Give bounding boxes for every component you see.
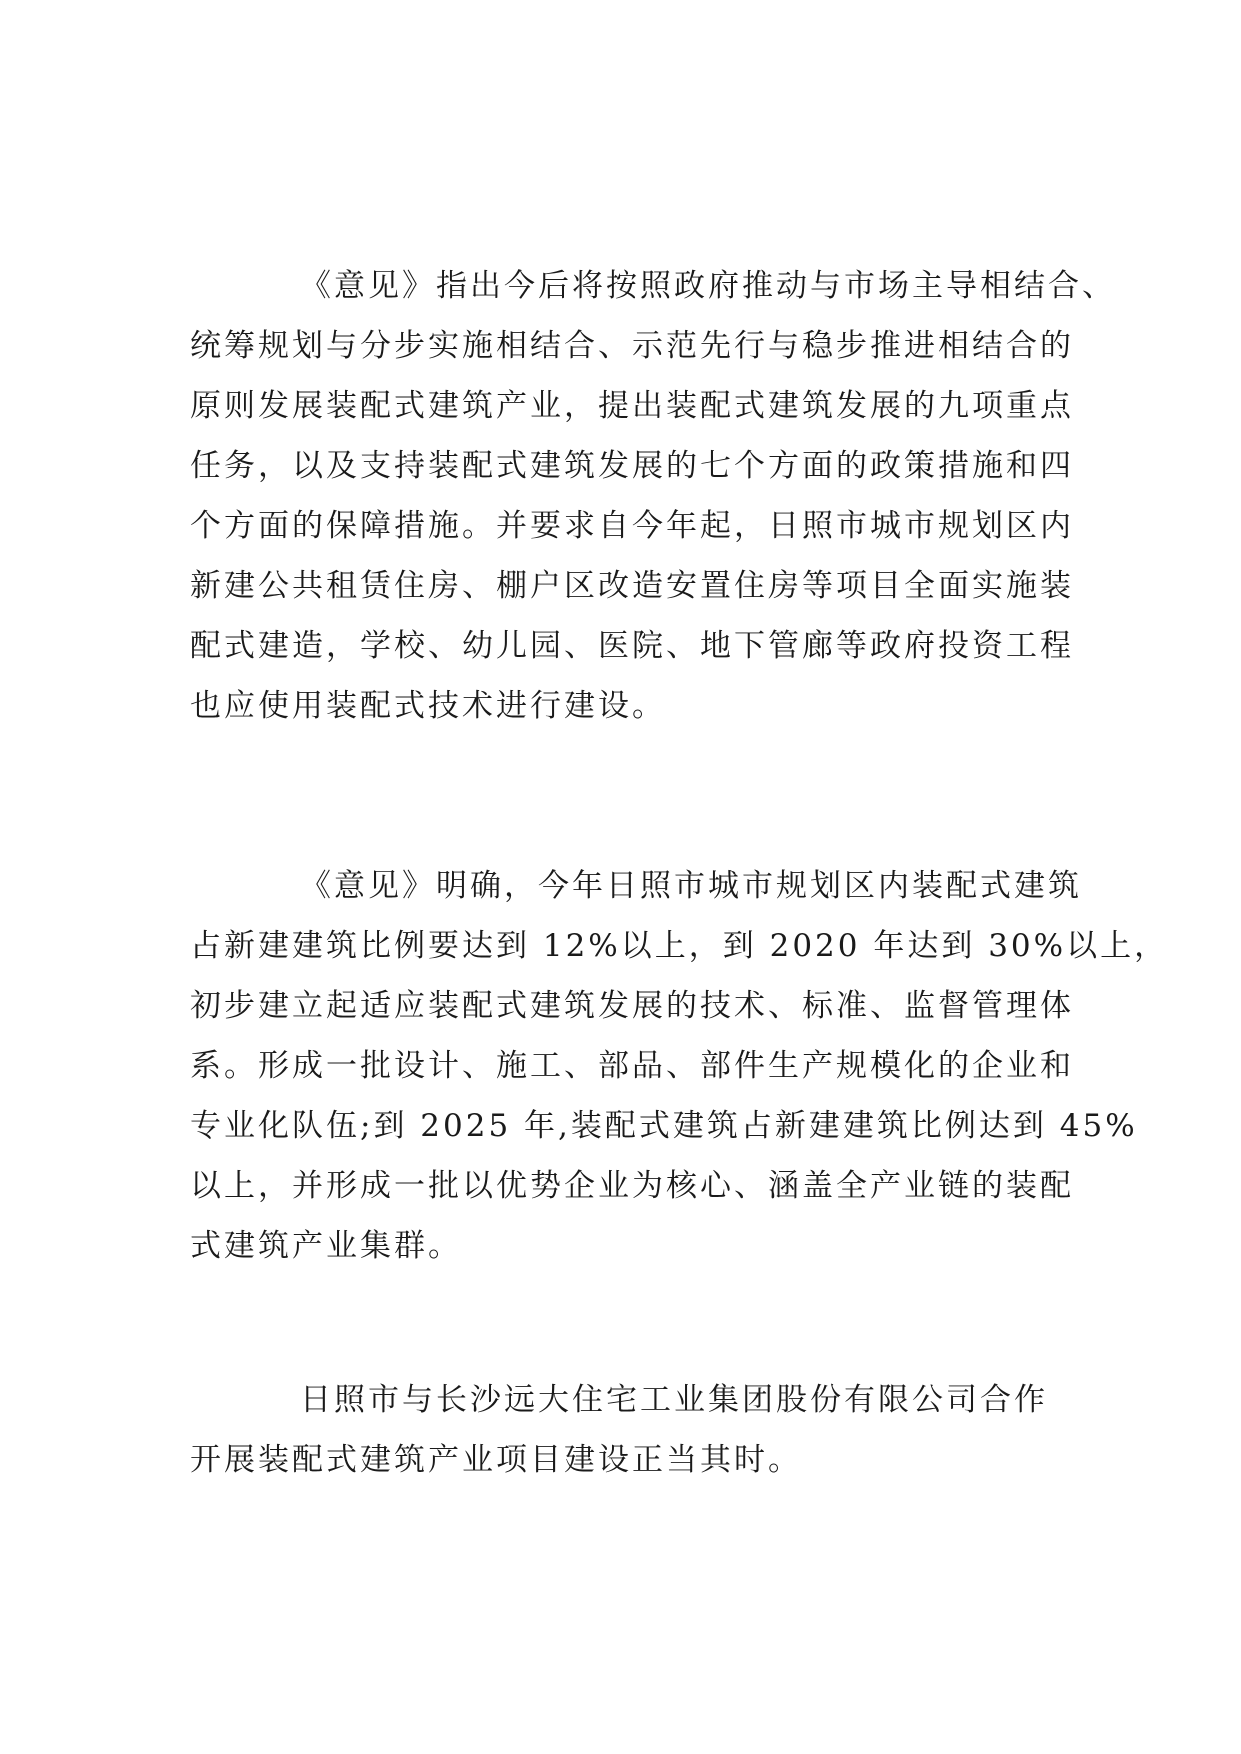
paragraph-line: 式建筑产业集群。	[190, 1228, 462, 1264]
paragraph-line: 也应使用装配式技术进行建设。	[190, 688, 666, 724]
paragraph-line: 配式建造，学校、幼儿园、医院、地下管廊等政府投资工程	[190, 628, 1074, 664]
paragraph-line: 占新建建筑比例要达到 12%以上，到 2020 年达到 30%以上，	[190, 928, 1169, 964]
paragraph-line: 任务，以及支持装配式建筑发展的七个方面的政策措施和四	[190, 448, 1074, 484]
paragraph-line: 系。形成一批设计、施工、部品、部件生产规模化的企业和	[190, 1048, 1074, 1084]
paragraph-line: 日照市与长沙远大住宅工业集团股份有限公司合作	[300, 1382, 1048, 1418]
paragraph-line: 《意见》明确，今年日照市城市规划区内装配式建筑	[300, 868, 1082, 904]
paragraph-targets	[190, 856, 1169, 1276]
paragraph-line: 专业化队伍;到 2025 年,装配式建筑占新建建筑比例达到 45%	[190, 1108, 1138, 1144]
paragraph-line: 以上，并形成一批以优势企业为核心、涵盖全产业链的装配	[190, 1168, 1074, 1204]
paragraph-line: 原则发展装配式建筑产业，提出装配式建筑发展的九项重点	[190, 388, 1074, 424]
paragraph-line: 个方面的保障措施。并要求自今年起，日照市城市规划区内	[190, 508, 1074, 544]
paragraph-cooperation	[190, 1370, 1090, 1490]
paragraph-line: 《意见》指出今后将按照政府推动与市场主导相结合、	[300, 268, 1116, 304]
paragraph-line: 新建公共租赁住房、棚户区改造安置住房等项目全面实施装	[190, 568, 1074, 604]
paragraph-line: 开展装配式建筑产业项目建设正当其时。	[190, 1442, 802, 1478]
paragraph-line: 初步建立起适应装配式建筑发展的技术、标准、监督管理体	[190, 988, 1074, 1024]
paragraph-line: 统筹规划与分步实施相结合、示范先行与稳步推进相结合的	[190, 328, 1074, 364]
paragraph-guidelines-principles	[190, 256, 1116, 736]
